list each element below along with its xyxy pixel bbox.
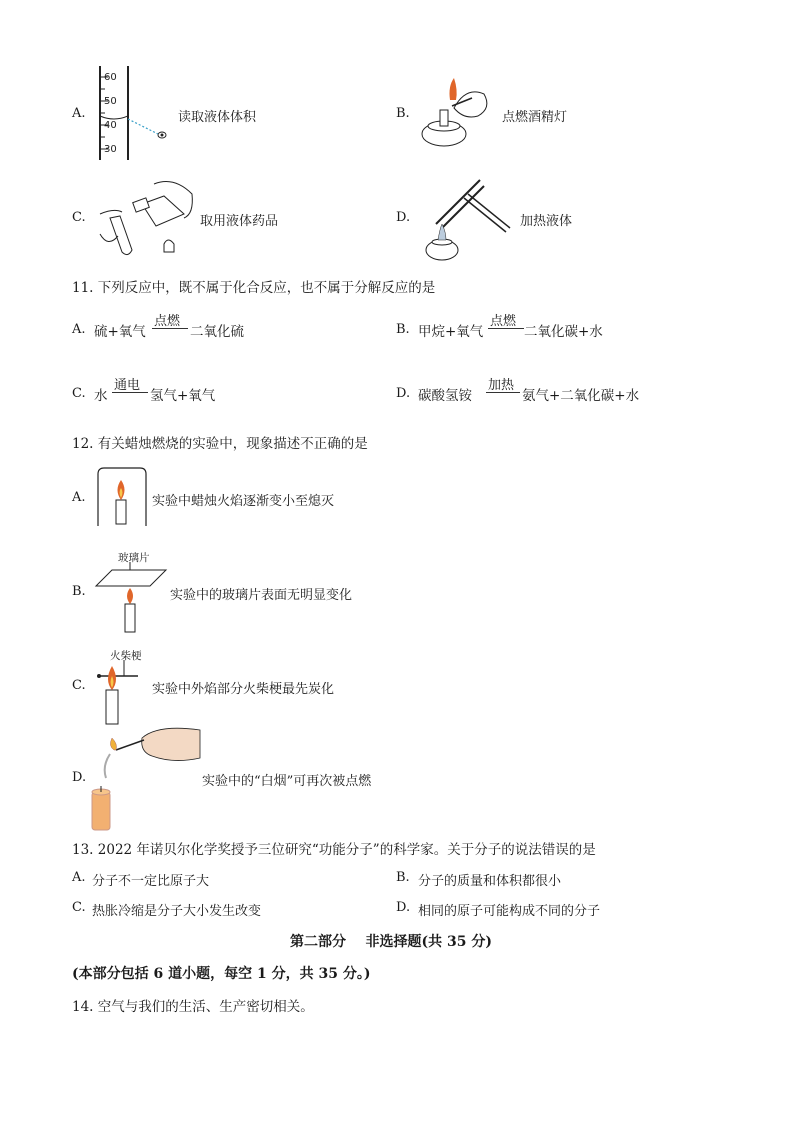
- q11-option-c-condition: 通电: [114, 378, 141, 393]
- q10-option-c-text: 取用液体药品: [200, 214, 279, 229]
- q10-option-d-text: 加热液体: [520, 214, 573, 229]
- relighting-white-smoke-figure: [88, 722, 204, 832]
- q12-option-c-text: 实验中外焰部分火柴梗最先炭化: [152, 682, 335, 697]
- candle-under-jar-figure: [96, 466, 148, 528]
- q11-option-a-letter: A.: [72, 322, 86, 337]
- q11-option-d-right: 氨气+二氧化碳+水: [522, 388, 640, 404]
- q10-option-d-letter: D.: [396, 210, 411, 225]
- q11-option-c-left: 水: [94, 388, 108, 404]
- q12-option-d-text: 实验中的“白烟”可再次被点燃: [202, 774, 372, 789]
- graduated-cylinder-figure: [96, 64, 171, 164]
- q12-stem: 12. 有关蜡烛燃烧的实验中，现象描述不正确的是: [72, 436, 368, 452]
- q12-option-a-letter: A.: [72, 490, 86, 505]
- alcohol-lamp-lighting-figure: [414, 68, 494, 158]
- cylinder-tick-30: 30: [104, 144, 117, 155]
- q11-option-d-condition: 加热: [488, 378, 515, 393]
- q13-stem: 13. 2022 年诺贝尔化学奖授予三位研究“功能分子”的科学家。关于分子的说法错误的是: [72, 842, 596, 858]
- q12-option-d-letter: D.: [72, 770, 87, 785]
- q11-option-d-left: 碳酸氢铵: [418, 388, 472, 404]
- heating-test-tube-figure: [420, 176, 515, 266]
- q11-option-c-arrow: [112, 392, 148, 393]
- q11-option-b-condition: 点燃: [490, 314, 517, 329]
- q12-option-a-text: 实验中蜡烛火焰逐渐变小至熄灭: [152, 494, 335, 509]
- q11-option-b-arrow: [488, 328, 524, 329]
- part-two-title: 第二部分 非选择题(共 35 分): [290, 934, 492, 950]
- q13-option-b-letter: B.: [396, 870, 410, 885]
- q13-option-d-letter: D.: [396, 900, 411, 915]
- q10-option-a-text: 读取液体体积: [178, 110, 257, 125]
- pouring-liquid-figure: [94, 174, 199, 264]
- q11-option-a-arrow: [152, 328, 188, 329]
- q13-option-c-letter: C.: [72, 900, 86, 915]
- q11-option-a-right: 二氧化硫: [190, 324, 244, 340]
- q11-option-a-condition: 点燃: [154, 314, 181, 329]
- q12-option-c-letter: C.: [72, 678, 86, 693]
- q13-option-b-text: 分子的质量和体积都很小: [418, 874, 562, 889]
- cylinder-tick-50: 50: [104, 96, 117, 107]
- q10-option-c-letter: C.: [72, 210, 86, 225]
- q13-option-c-text: 热胀冷缩是分子大小发生改变: [92, 904, 262, 919]
- q10-option-b-letter: B.: [396, 106, 410, 121]
- q13-option-a-letter: A.: [72, 870, 86, 885]
- q11-option-c-letter: C.: [72, 386, 86, 401]
- q13-option-d-text: 相同的原子可能构成不同的分子: [418, 904, 601, 919]
- q11-option-d-arrow: [486, 392, 520, 393]
- q11-option-a-left: 硫+氧气: [94, 324, 146, 340]
- q12-option-c-figure-label: 火柴梗: [110, 650, 142, 662]
- cylinder-tick-40: 40: [104, 120, 117, 131]
- q11-option-b-letter: B.: [396, 322, 410, 337]
- q13-option-a-text: 分子不一定比原子大: [92, 874, 210, 889]
- match-in-candle-flame-figure: [96, 660, 146, 726]
- q11-option-d-letter: D.: [396, 386, 411, 401]
- glass-plate-over-candle-figure: [94, 562, 168, 634]
- cylinder-tick-60: 60: [104, 72, 117, 83]
- q12-option-b-figure-label: 玻璃片: [118, 552, 150, 564]
- q10-option-a-letter: A.: [72, 106, 86, 121]
- q11-option-c-right: 氢气+氧气: [150, 388, 216, 404]
- q11-option-b-left: 甲烷+氧气: [418, 324, 484, 340]
- q12-option-b-letter: B.: [72, 584, 86, 599]
- q10-option-b-text: 点燃酒精灯: [502, 110, 568, 125]
- q11-stem: 11. 下列反应中，既不属于化合反应，也不属于分解反应的是: [72, 280, 436, 296]
- q14-stem: 14. 空气与我们的生活、生产密切相关。: [72, 999, 314, 1015]
- part-two-note: (本部分包括 6 道小题，每空 1 分，共 35 分。): [72, 966, 371, 982]
- q11-option-b-right: 二氧化碳+水: [524, 324, 603, 340]
- q12-option-b-text: 实验中的玻璃片表面无明显变化: [170, 588, 353, 603]
